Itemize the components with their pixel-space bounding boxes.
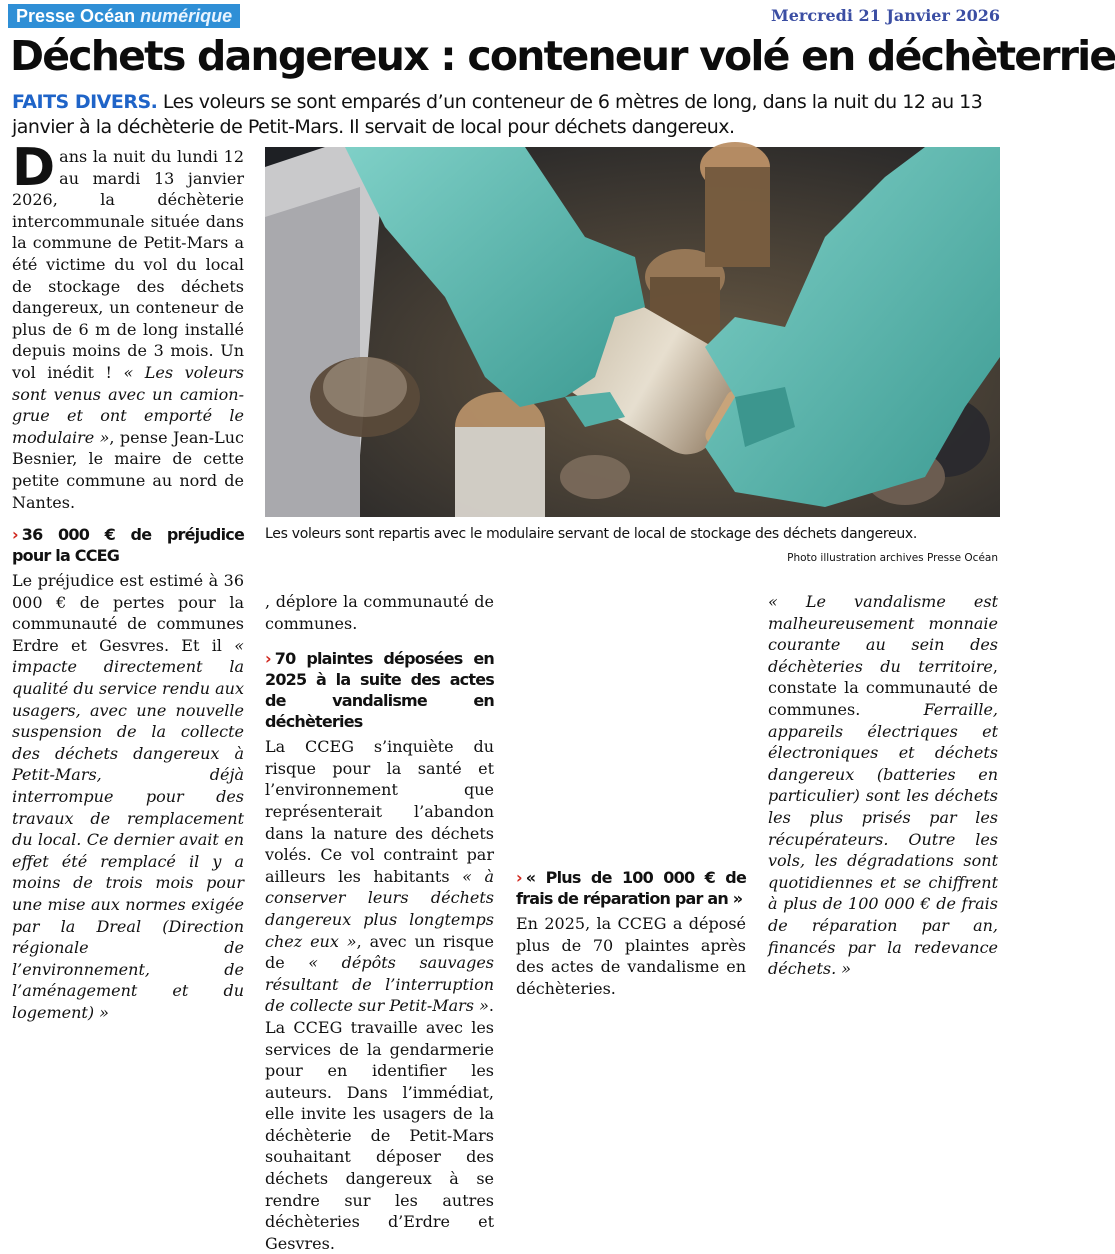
subhead-3 <box>516 867 746 909</box>
section-2-quote-2: « dépôts sauvages résultant de l’interruption de collecte sur Petit-Mars » <box>265 953 494 1016</box>
brand-name: Presse Océan <box>16 6 136 26</box>
section-3-p1: En 2025, la CCEG a déposé plus de 70 plaintes après des actes de vandalisme en déchèteries. <box>516 914 746 998</box>
column-1 <box>12 518 244 1023</box>
section-3-quote-2: Ferraille, appareils électriques et électroniques et déchets dangereux (batteries en particulier) sont les déchets les plus prisés par les récupérateurs. Outre les vols, les dégradations sont quotidiennes et se chiffrent à plus de 100 000 € de frais de réparation par an, financés par la redevance déchets. » <box>768 699 998 979</box>
dropcap: D <box>12 138 56 198</box>
section-1-text <box>12 570 244 1023</box>
section-1-quote: « impacte directement la qualité du service rendu aux usagers, avec une nouvelle suspension de la collecte des déchets dangereux à Petit-Mars, déjà interrompue pour des travaux de remplacement du local. Ce dernier avait en effet été remplacé il y a moins de trois mois pour une mise aux normes exigée par la Dreal (Direction régionale de l’environnement, de l’aménagement et du logement) » <box>12 635 244 1022</box>
section-1-end: , déplore la communauté de communes. <box>265 592 494 633</box>
headline: Déchets dangereux : conteneur volé en déchèterrie <box>10 32 1115 80</box>
photo-credit: Photo illustration archives Presse Océan <box>787 552 998 564</box>
intro-tail: , pense Jean-Luc Besnier, le maire de cette petite commune au nord de Nantes. <box>12 427 244 512</box>
rubric-label: FAITS DIVERS. <box>12 91 158 113</box>
chevron-right-icon: › <box>516 868 522 887</box>
section-3-text <box>516 913 746 999</box>
publication-date: Mercredi 21 Janvier 2026 <box>771 6 1000 25</box>
gloved-hands-holding-jar-illustration <box>265 147 1000 517</box>
brand-suffix: numérique <box>140 6 233 26</box>
section-2-p1: La CCEG s’inquiète du risque pour la santé et l’environnement que représenterait l’abandon dans la nature des déchets volés. Ce vol contraint par ailleurs les habitants <box>265 737 494 886</box>
column-4 <box>768 591 998 979</box>
brand-logo <box>8 4 240 28</box>
intro-text: ans la nuit du lundi 12 au mardi 13 janvier 2026, la déchèterie intercommunale située dans la commune de Petit-Mars a été victime du vol du local de stockage des déchets dangereux, un conteneur de plus de 6 m de long installé depuis moins de 3 mois. Un vol inédit ! <box>12 147 244 382</box>
section-3-p2: , constate la communauté de communes. <box>768 656 998 719</box>
photo-caption: Les voleurs sont repartis avec le modulaire servant de local de stockage des déchets dangereux. <box>265 526 918 542</box>
section-1-p1: Le préjudice est estimé à 36 000 € de pertes pour la communauté de communes Erdre et Gesvres. Et il <box>12 571 244 655</box>
subhead-3-title: « Plus de 100 000 € de frais de réparation par an » <box>516 868 746 908</box>
chevron-right-icon: › <box>12 525 18 544</box>
section-2-continuation-space <box>516 591 746 861</box>
intro-quote: « Les voleurs sont venus avec un camion-grue et ont emporté le modulaire » <box>12 362 245 447</box>
subhead-2 <box>265 648 494 732</box>
subhead-1 <box>12 524 244 566</box>
standfirst-text: Les voleurs se sont emparés d’un conteneur de 6 mètres de long, dans la nuit du 12 au 13 janvier à la déchèterie de Petit-Mars. Il servait de local pour déchets dangereux. <box>12 91 983 138</box>
section-3-quote-1: « Le vandalisme est malheureusement monnaie courante au sein des déchèteries du territoire <box>768 592 998 676</box>
column-2 <box>265 591 494 1254</box>
subhead-2-title: 70 plaintes déposées en 2025 à la suite des actes de vandalisme en déchèteries <box>265 649 494 732</box>
section-2-quote-1: « à conserver leurs déchets dangereux plus longtemps chez eux » <box>265 866 494 951</box>
section-2-text <box>265 736 494 1254</box>
column-3 <box>516 591 746 998</box>
section-2-p3: . La CCEG travaille avec les services de la gendarmerie pour en identifier les auteurs. Dans l’immédiat, elle invite les usagers de la déchèterie de Petit-Mars souhaitant déposer des déchets dangereux à se rendre sur les autres déchèteries d’Erdre et Gesvres. <box>265 996 494 1253</box>
section-2-p2: , avec un risque de <box>265 931 495 973</box>
subhead-1-title: 36 000 € de préjudice pour la CCEG <box>12 525 244 565</box>
intro-column <box>12 138 245 513</box>
standfirst <box>12 90 1002 140</box>
chevron-right-icon: › <box>265 649 271 669</box>
article-photo <box>265 147 1000 517</box>
